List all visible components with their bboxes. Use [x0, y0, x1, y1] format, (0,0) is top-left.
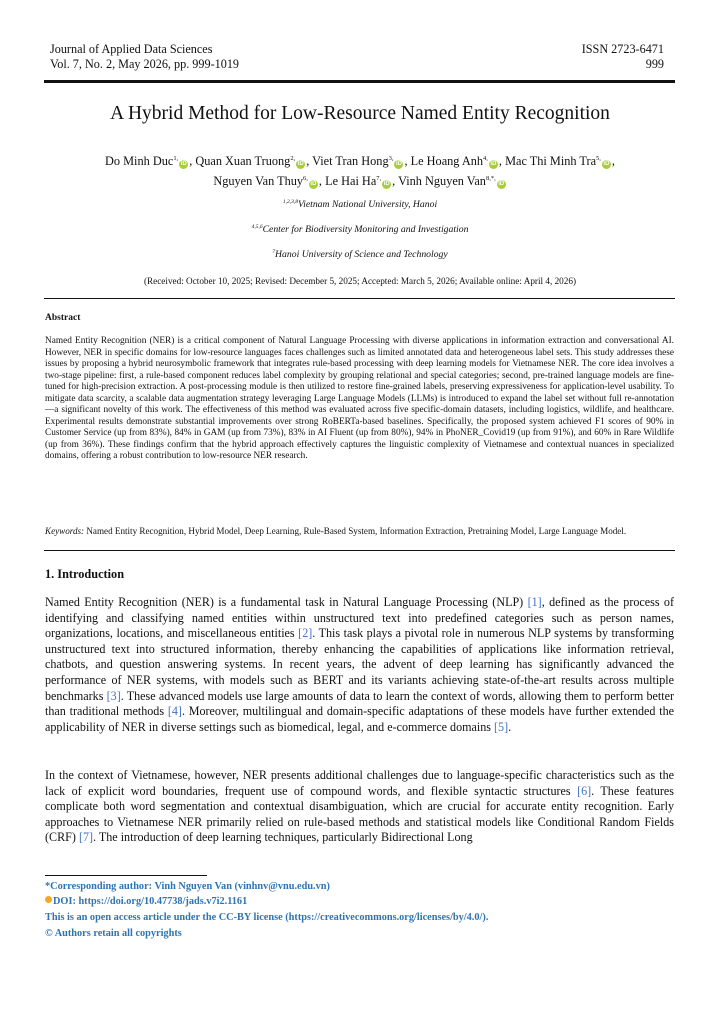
license-line[interactable]: This is an open access article under the CC-BY license (https://creativecommons.org/licenses/by/4.0/).: [45, 912, 489, 923]
citation-link[interactable]: [6]: [577, 783, 592, 798]
author-name: Vinh Nguyen Van: [398, 174, 486, 189]
author-name: Mac Thi Minh Tra: [505, 154, 597, 169]
page-number: 999: [645, 57, 664, 71]
author-name: Quan Xuan Truong: [195, 154, 291, 169]
citation-link[interactable]: [4]: [167, 704, 182, 719]
publication-dates: (Received: October 10, 2025; Revised: December 5, 2025; Accepted: March 5, 2026; Available online: April 4, 2026): [143, 276, 577, 286]
citation-link[interactable]: [5]: [494, 719, 509, 734]
doi-icon: [45, 896, 52, 903]
citation-link[interactable]: [1]: [527, 595, 542, 609]
paragraph-text: .: [508, 719, 512, 734]
citation-link[interactable]: [2]: [298, 626, 313, 641]
paragraph-text: , defined as the process of identifying and classifying named entities within unstructured text into predefined categories such as person names, organizations, locations, and miscellaneous entities: [45, 595, 674, 641]
journal-info: [50, 42, 239, 72]
author-affiliation-sup: 4,: [483, 155, 488, 162]
orcid-icon[interactable]: iD: [297, 161, 304, 168]
corresponding-author[interactable]: *Corresponding author: Vinh Nguyen Van (vinhnv@vnu.edu.vn): [45, 881, 330, 892]
keywords: [45, 525, 674, 537]
abstract-bottom-rule: [44, 550, 675, 551]
orcid-icon[interactable]: iD: [490, 161, 497, 168]
citation-link[interactable]: [7]: [78, 830, 94, 845]
abstract-heading: Abstract: [45, 313, 81, 323]
affiliation-3: $^7$Hanoi University of Science and Technology: [272, 249, 448, 261]
author-name: Viet Tran Hong: [312, 154, 389, 169]
paragraph-text: . This task plays a pivotal role in numerous NLP systems by transforming unstructured text into structured information, thereby enhancing the capabilities of applications like information retrieval, chatbots, and question answering systems. In recent years, the advent of deep learning has significantly advanced the performance of NER systems, with models such as BERT and its variants achieving state-of-the-art results across multiple benchmarks: [45, 626, 674, 703]
author-name: Le Hoang Anh: [410, 154, 484, 169]
paragraph-text: . These advanced models use large amounts of data to learn the context of words, allowing them to perform better than traditional methods: [45, 688, 674, 719]
section-heading: 1. Introduction: [45, 567, 125, 581]
intro-paragraph-2: [45, 768, 674, 846]
paragraph-text: . These features complicate both word segmentation and contextual disambiguation, which are crucial for accurate entity recognition. Early approaches to Vietnamese NER primarily relied on rule-based methods and statistical models like Conditional Random Fields (CRF): [45, 783, 674, 845]
author-name: Le Hai Ha: [325, 174, 377, 189]
paragraph-text: Named Entity Recognition (NER) is a fundamental task in Natural Language Processing (NLP): [45, 595, 528, 609]
keywords-text: Named Entity Recognition, Hybrid Model, Deep Learning, Rule-Based System, Information Extraction, Pretraining Model, Large Language Model.: [86, 526, 627, 536]
author-affiliation-sup: 8,*,: [485, 175, 496, 183]
intro-paragraph-1: [45, 595, 674, 735]
header-rule: [44, 80, 675, 83]
author: [195, 154, 306, 168]
author-affiliation-sup: 6,: [303, 175, 308, 183]
author: [505, 154, 612, 168]
author-list: Do Minh Duc$^{1,}$iD , Quan Xuan Truong$^{2,}$iD , Viet Tran Hong$^{3,}$iD , Le Hoang Anh$^{4,}$iD , Mac Thi Minh Tra$^{5,}$iD , Nguyen Van Thuy$^{6,}$iD , Le Hai $Ha^{7,}iD$ , Vinh Nguyen Van$^{8,*,}$iD: [105, 154, 615, 189]
citation-link[interactable]: [3]: [106, 688, 121, 703]
author-name: Do Minh Duc: [105, 154, 174, 169]
copyright-line: © Authors retain all copyrights: [45, 928, 182, 939]
journal-name: Journal of Applied Data Sciences: [50, 42, 213, 56]
paragraph-text: . The introduction of deep learning techniques, particularly Bidirectional Long: [93, 830, 473, 845]
author-affiliation-sup: 3,: [388, 155, 394, 162]
author-affiliation-sup: 1,: [173, 155, 179, 162]
author-affiliation-sup: 2,: [290, 155, 296, 162]
orcid-icon[interactable]: iD: [395, 161, 402, 168]
author: [105, 154, 189, 168]
orcid-icon[interactable]: iD: [603, 161, 610, 168]
orcid-icon[interactable]: iD: [310, 181, 317, 188]
abstract-text: Named Entity Recognition (NER) is a critical component of Natural Language Processing with diverse applications in information extraction and conversational AI. However, NER in specific domains for low-resource languages faces challenges such as limited annotated data and heterogeneous label sets. This study addresses these issues by proposing a hybrid neurosymbolic framework that integrates rule-based processing with deep learning models for Vietnamese NER. The core idea involves a two-stage pipeline: first, a rule-based component reduces label complexity by grouping relational and special categories; second, pre-trained language models are fine-tuned for high-precision extraction. A post-processing module is then utilized to restore fine-grained labels, preserving expressiveness for application-level usability. To mitigate data scarcity, a scalable data augmentation strategy leveraging Large Language Models (LLMs) is introduced to expand the label set without full re-annotation—a significant novelty of this work. The effectiveness of this method was evaluated across five specific-domain datasets, including logistics, wildlife, and healthcare. Experimental results demonstrate substantial improvements over strong RoBERTa-based baselines. Specifically, the proposed system achieved F1 scores of 90% in Customer Service (up from 83%), 84% in GAM (up from 73%), 83% in AI Fluent (up from 80%), 94% in PhoNER_Covid19 (up from 91%), and 60% in Rare Wildlife (up from 36%). These findings confirm that the hybrid approach effectively captures the linguistic complexity of Vietnamese and contextual nuances in specialized domains, offering a robust contribution to low-resource NER research.: [45, 336, 674, 462]
doi-line[interactable]: DOI: https://doi.org/10.47738/jads.v7i2.1161: [45, 894, 674, 910]
abstract-top-rule: [44, 298, 675, 299]
paper-title: A Hybrid Method for Low-Resource Named Entity Recognition: [110, 103, 610, 124]
paragraph-text: In the context of Vietnamese, however, NER presents additional challenges due to language-specific characteristics such as the lack of explicit word boundaries, frequent use of compound words, and flexible syntactic structures: [45, 768, 674, 798]
author: [398, 174, 507, 188]
orcid-icon[interactable]: iD: [383, 181, 390, 188]
author: [213, 174, 319, 188]
orcid-icon[interactable]: iD: [180, 161, 187, 168]
issn-info: [582, 42, 664, 72]
affiliation-2: $^{4,5,6}$Center for Biodiversity Monitoring and Investigation: [251, 224, 469, 236]
orcid-icon[interactable]: iD: [498, 181, 505, 188]
author: [411, 154, 499, 168]
keywords-label: Keywords:: [45, 526, 85, 536]
issn: ISSN 2723-6471: [581, 42, 664, 56]
author-affiliation-sup: 5,: [596, 155, 601, 162]
paragraph-text: . Moreover, multilingual and domain-specific adaptations of these models have further extended the applicability of NER in diverse settings such as biomedical, legal, and e-commerce domains: [45, 704, 674, 734]
author: [312, 154, 404, 168]
author: [325, 174, 392, 188]
author-name: Nguyen Van Thuy: [213, 174, 304, 189]
affiliation-1: $^{1,2,3,8}$Vietnam National University, Hanoi: [282, 199, 438, 211]
footnote-rule: [45, 875, 207, 876]
author-affiliation-sup: 7,: [376, 175, 382, 183]
journal-volume: Vol. 7, No. 2, May 2026, pp. 999-1019: [50, 57, 240, 71]
